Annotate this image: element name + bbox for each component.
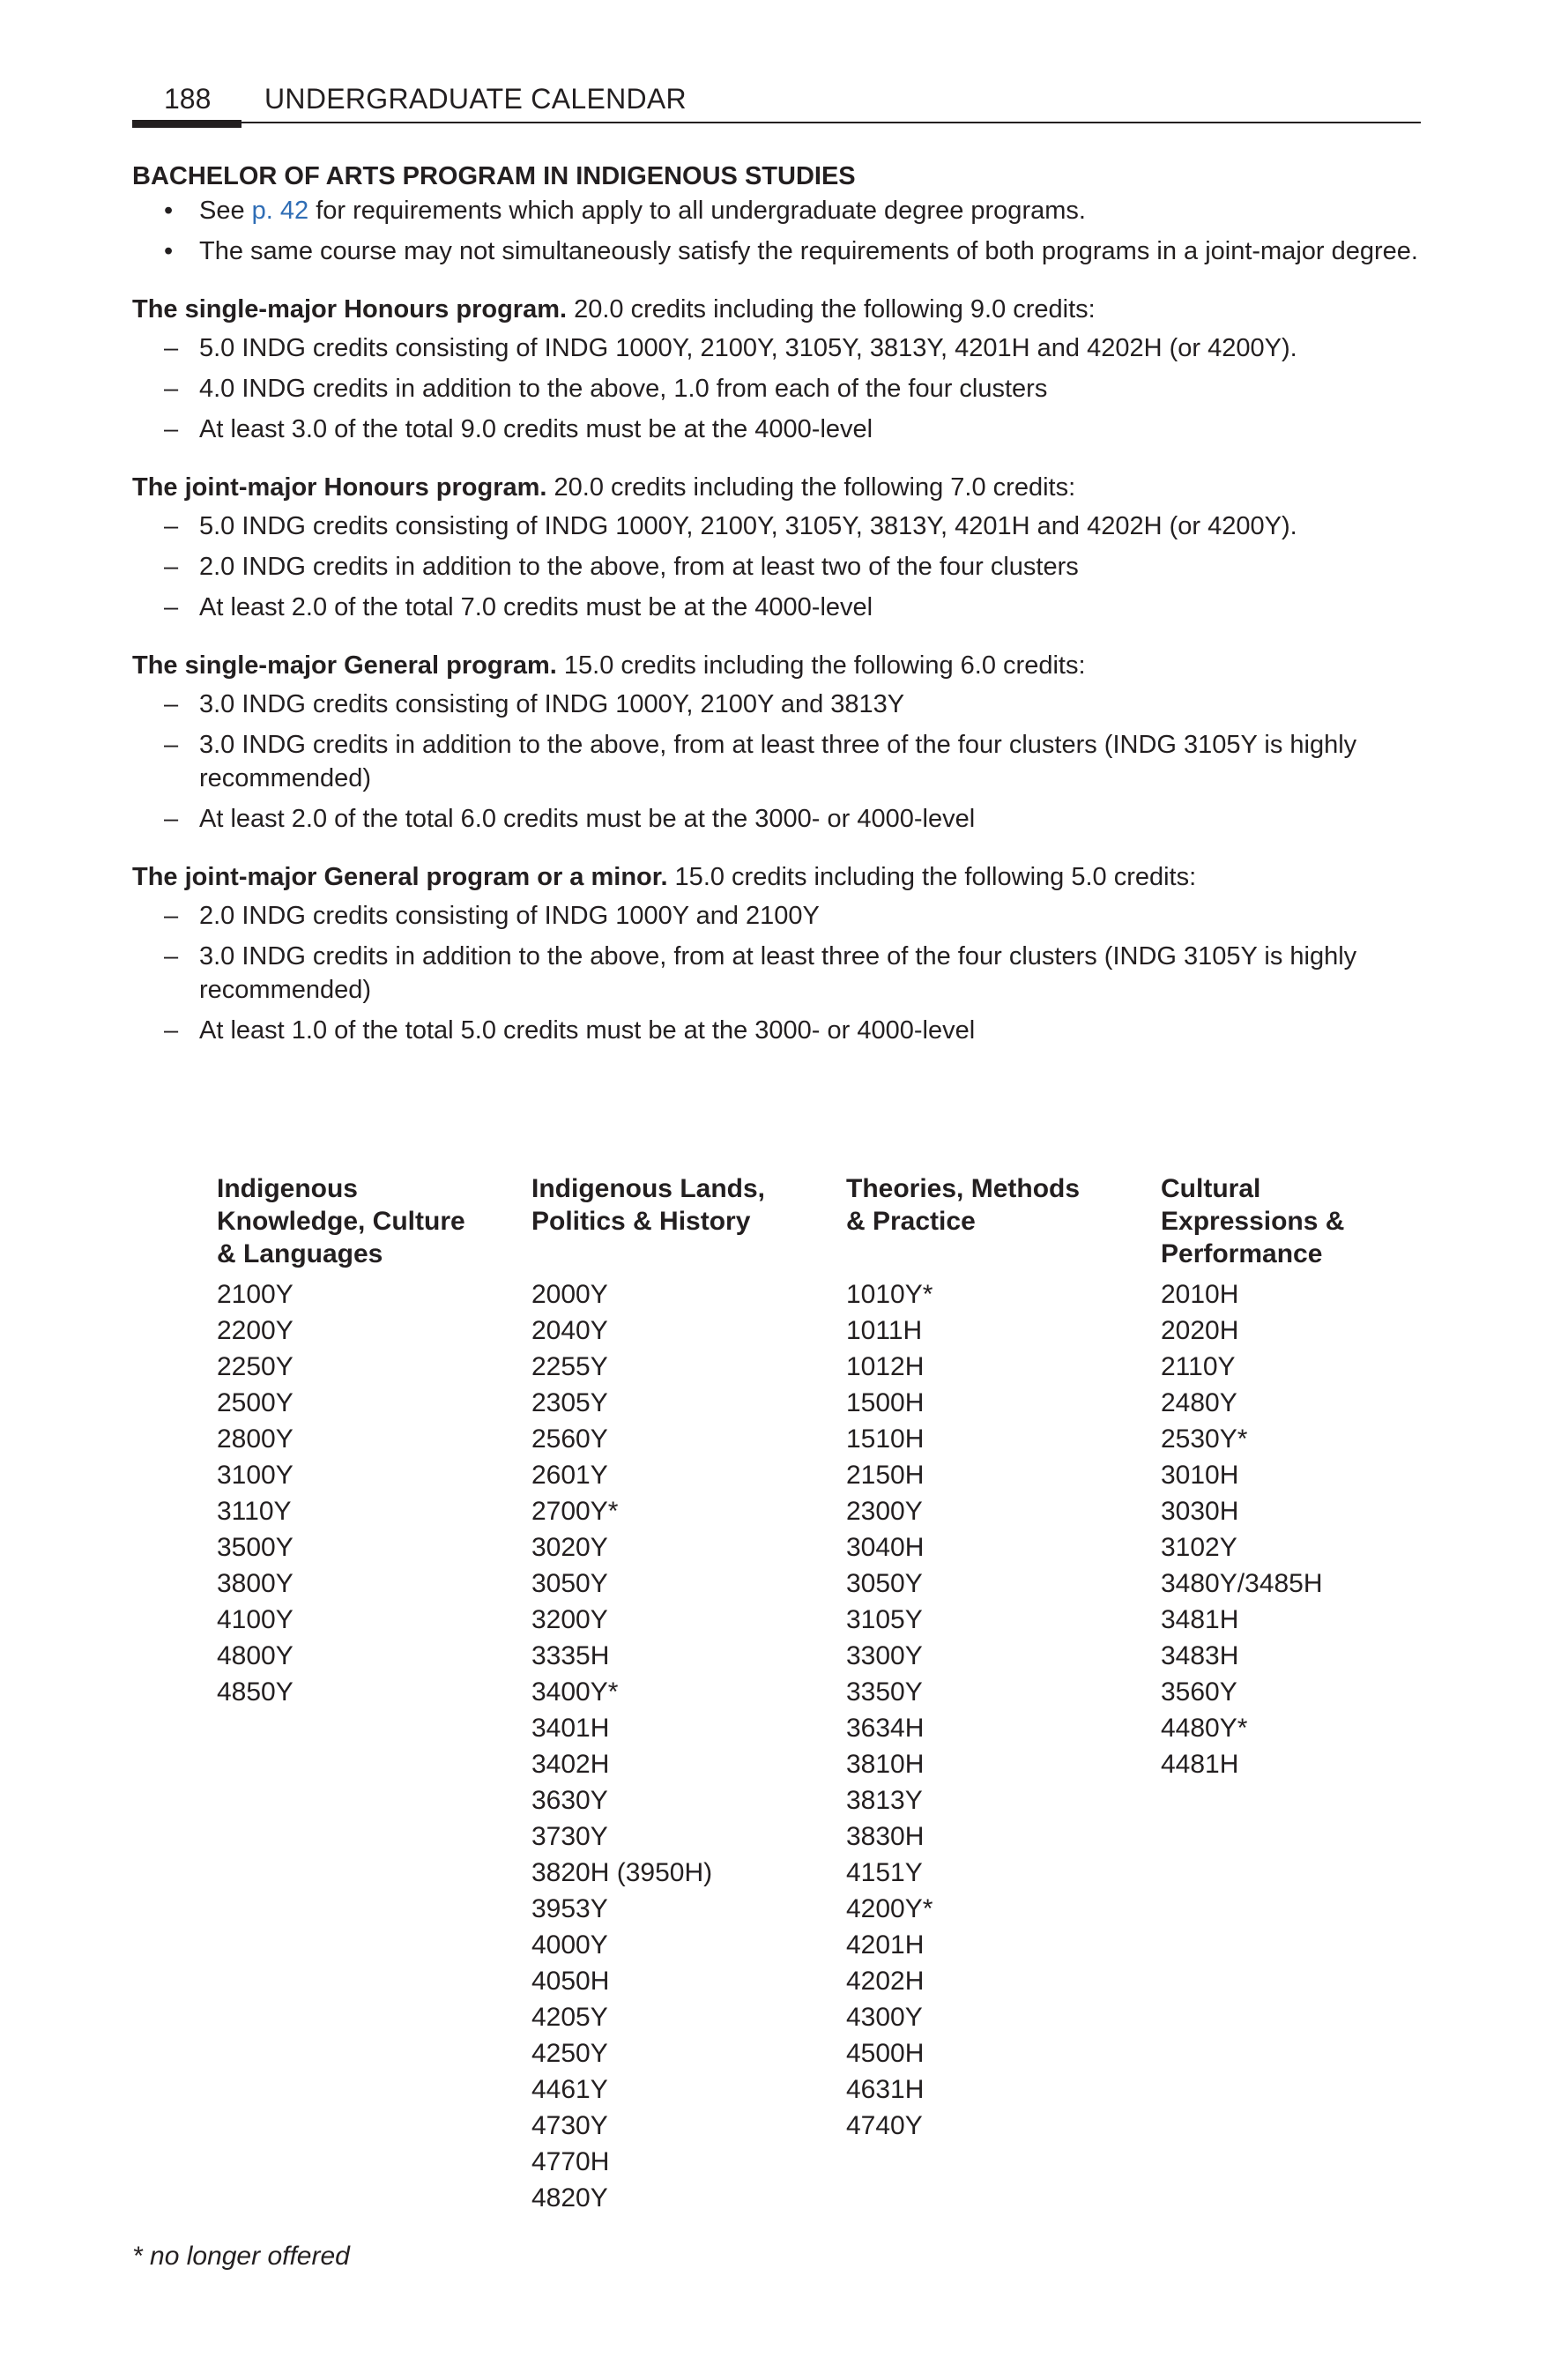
running-title: UNDERGRADUATE CALENDAR xyxy=(264,83,687,115)
requirement-items xyxy=(132,509,1428,624)
course-code: 2700Y* xyxy=(531,1497,619,1526)
requirement-item xyxy=(132,591,1428,624)
cluster-title xyxy=(531,1172,846,1276)
course-code: 3953Y xyxy=(531,1894,608,1923)
header-rule-accent xyxy=(132,120,241,128)
cluster-title-line: Performance xyxy=(1161,1239,1323,1268)
course-code: 2560Y xyxy=(531,1424,608,1454)
note-text-pre: See xyxy=(199,197,252,225)
requirement-block xyxy=(132,293,1428,446)
requirement-item xyxy=(132,728,1428,795)
course-code: 3630Y xyxy=(531,1786,608,1815)
course-code: 2020H xyxy=(1161,1316,1239,1345)
course-code: 3020Y xyxy=(531,1533,608,1562)
requirement-title-line xyxy=(132,860,1428,894)
cluster-column xyxy=(217,1172,531,2216)
course-code: 3102Y xyxy=(1161,1533,1237,1562)
requirement-item xyxy=(132,940,1428,1007)
course-code: 3800Y xyxy=(217,1569,294,1598)
dash-icon: – xyxy=(164,731,179,759)
requirement-item xyxy=(132,688,1428,721)
course-code: 2100Y xyxy=(217,1280,294,1309)
general-notes xyxy=(132,194,1428,268)
course-code: 1500H xyxy=(846,1388,925,1417)
course-code: 3634H xyxy=(846,1714,925,1743)
course-code: 2200Y xyxy=(217,1316,294,1345)
course-code: 4820Y xyxy=(531,2183,608,2213)
requirement-item-text: 5.0 INDG credits consisting of INDG 1000Y, 2100Y, 3105Y, 3813Y, 4201H and 4202H (or 4200Y). xyxy=(199,334,1297,362)
note-text-post: for requirements which apply to all undergraduate degree programs. xyxy=(308,197,1086,225)
course-code: 2800Y xyxy=(217,1424,294,1454)
course-code: 2255Y xyxy=(531,1352,608,1381)
requirement-item-text: 4.0 INDG credits in addition to the above, 1.0 from each of the four clusters xyxy=(199,375,1048,403)
page-reference-link[interactable]: p. 42 xyxy=(251,197,309,225)
course-code: 4300Y xyxy=(846,2003,923,2032)
requirement-block xyxy=(132,471,1428,624)
course-code: 2500Y xyxy=(217,1388,294,1417)
course-code: 3010H xyxy=(1161,1461,1239,1490)
course-code: 4100Y xyxy=(217,1605,294,1634)
course-code: 3560Y xyxy=(1161,1677,1237,1707)
course-code: 3830H xyxy=(846,1822,925,1851)
dash-icon: – xyxy=(164,334,179,362)
course-code: 3300Y xyxy=(846,1641,923,1670)
requirement-item xyxy=(132,331,1428,365)
course-code: 2040Y xyxy=(531,1316,608,1345)
requirement-title: The joint-major Honours program. xyxy=(132,473,547,502)
course-code: 4201H xyxy=(846,1930,925,1960)
course-code: 3335H xyxy=(531,1641,610,1670)
requirement-item xyxy=(132,509,1428,543)
dash-icon: – xyxy=(164,902,179,930)
course-code: 2480Y xyxy=(1161,1388,1237,1417)
dash-icon: – xyxy=(164,593,179,621)
course-code: 2000Y xyxy=(531,1280,608,1309)
requirement-title: The joint-major General program or a minor. xyxy=(132,863,668,891)
course-code: 4000Y xyxy=(531,1930,608,1960)
dash-icon: – xyxy=(164,512,179,540)
course-code: 4050H xyxy=(531,1967,610,1996)
requirement-items xyxy=(132,899,1428,1047)
requirement-title: The single-major Honours program. xyxy=(132,295,568,324)
requirement-block xyxy=(132,649,1428,836)
cluster-column xyxy=(1161,1172,1475,2216)
cluster-title-line: Expressions & xyxy=(1161,1207,1345,1236)
course-code: 4850Y xyxy=(217,1677,294,1707)
course-code: 4202H xyxy=(846,1967,925,1996)
cluster-title-line: Indigenous Lands, xyxy=(531,1174,766,1203)
dash-icon: – xyxy=(164,375,179,403)
course-code: 2110Y xyxy=(1161,1352,1236,1381)
requirement-item-text: 3.0 INDG credits consisting of INDG 1000Y, 2100Y and 3813Y xyxy=(199,690,905,718)
course-code: 4730Y xyxy=(531,2111,608,2140)
course-code: 3030H xyxy=(1161,1497,1239,1526)
cluster-title xyxy=(846,1172,1161,1276)
dash-icon: – xyxy=(164,553,179,581)
note-text: The same course may not simultaneously satisfy the requirements of both programs in a joint-major degree. xyxy=(199,237,1418,265)
cluster-title xyxy=(217,1172,531,1276)
course-code: 1510H xyxy=(846,1424,925,1454)
course-code: 1012H xyxy=(846,1352,925,1381)
dash-icon: – xyxy=(164,415,179,443)
requirement-item xyxy=(132,1014,1428,1047)
course-code: 4200Y* xyxy=(846,1894,933,1923)
course-code: 4151Y xyxy=(846,1858,923,1887)
bullet-icon: • xyxy=(164,237,174,265)
course-code: 3401H xyxy=(531,1714,610,1743)
footnote: * no longer offered xyxy=(132,2242,350,2271)
course-code: 2530Y* xyxy=(1161,1424,1248,1454)
requirement-title: The single-major General program. xyxy=(132,651,557,680)
requirement-item-text: 2.0 INDG credits in addition to the above, from at least two of the four clusters xyxy=(199,553,1079,581)
requirement-items xyxy=(132,688,1428,836)
note-item xyxy=(132,234,1428,268)
note-item xyxy=(132,194,1428,227)
requirement-title-line xyxy=(132,649,1428,682)
requirement-summary: 20.0 credits including the following 9.0 credits: xyxy=(567,295,1096,324)
requirement-item xyxy=(132,899,1428,933)
course-code: 2601Y xyxy=(531,1461,608,1490)
course-list xyxy=(217,1276,531,1710)
requirement-item-text: 5.0 INDG credits consisting of INDG 1000Y, 2100Y, 3105Y, 3813Y, 4201H and 4202H (or 4200Y). xyxy=(199,512,1297,540)
page-number: 188 xyxy=(164,83,212,115)
cluster-title-line: Cultural xyxy=(1161,1174,1261,1203)
course-code: 4250Y xyxy=(531,2039,608,2068)
course-code: 4481H xyxy=(1161,1750,1239,1779)
dash-icon: – xyxy=(164,805,179,833)
cluster-title-line: Knowledge, Culture xyxy=(217,1207,465,1236)
course-code: 4800Y xyxy=(217,1641,294,1670)
course-code: 4461Y xyxy=(531,2075,608,2104)
program-content xyxy=(132,159,1428,1054)
requirement-summary: 20.0 credits including the following 7.0 credits: xyxy=(546,473,1076,502)
course-code: 4500H xyxy=(846,2039,925,2068)
course-code: 4740Y xyxy=(846,2111,923,2140)
requirement-item-text: 2.0 INDG credits consisting of INDG 1000Y and 2100Y xyxy=(199,902,820,930)
cluster-column xyxy=(846,1172,1161,2216)
requirement-item xyxy=(132,372,1428,405)
requirement-title-line xyxy=(132,293,1428,326)
course-code: 3105Y xyxy=(846,1605,923,1634)
course-code: 3810H xyxy=(846,1750,925,1779)
course-code: 1010Y* xyxy=(846,1280,933,1309)
page-header xyxy=(132,81,1421,125)
requirement-block xyxy=(132,860,1428,1047)
header-rule xyxy=(132,122,1421,123)
cluster-title-line: & Practice xyxy=(846,1207,976,1236)
course-code: 3730Y xyxy=(531,1822,608,1851)
dash-icon: – xyxy=(164,1016,179,1045)
requirement-summary: 15.0 credits including the following 5.0 credits: xyxy=(667,863,1197,891)
course-code: 2300Y xyxy=(846,1497,923,1526)
requirement-item xyxy=(132,550,1428,584)
requirement-items xyxy=(132,331,1428,446)
cluster-title-line: Theories, Methods xyxy=(846,1174,1081,1203)
course-code: 3400Y* xyxy=(531,1677,619,1707)
requirement-item-text: At least 1.0 of the total 5.0 credits must be at the 3000- or 4000-level xyxy=(199,1016,976,1045)
course-code: 3480Y/3485H xyxy=(1161,1569,1323,1598)
course-code: 4631H xyxy=(846,2075,925,2104)
requirement-title-line xyxy=(132,471,1428,504)
cluster-title xyxy=(1161,1172,1475,1276)
course-list xyxy=(531,1276,846,2216)
cluster-column xyxy=(531,1172,846,2216)
course-code: 3483H xyxy=(1161,1641,1239,1670)
course-code: 3402H xyxy=(531,1750,610,1779)
requirement-summary: 15.0 credits including the following 6.0 credits: xyxy=(556,651,1086,680)
cluster-title-line: Politics & History xyxy=(531,1207,751,1236)
course-code: 1011H xyxy=(846,1316,923,1345)
course-list xyxy=(1161,1276,1475,1782)
requirement-item-text: 3.0 INDG credits in addition to the above, from at least three of the four clusters (INDG 3105Y is highly recommended) xyxy=(199,942,1357,1004)
requirements-list xyxy=(132,293,1428,1047)
course-code: 3050Y xyxy=(846,1569,923,1598)
requirement-item-text: At least 2.0 of the total 7.0 credits must be at the 4000-level xyxy=(199,593,873,621)
cluster-title-line: Indigenous xyxy=(217,1174,358,1203)
requirement-item-text: At least 2.0 of the total 6.0 credits must be at the 3000- or 4000-level xyxy=(199,805,976,833)
dash-icon: – xyxy=(164,690,179,718)
course-code: 3050Y xyxy=(531,1569,608,1598)
requirement-item-text: 3.0 INDG credits in addition to the above, from at least three of the four clusters (INDG 3105Y is highly recommended) xyxy=(199,731,1357,792)
course-code: 2305Y xyxy=(531,1388,608,1417)
requirement-item-text: At least 3.0 of the total 9.0 credits must be at the 4000-level xyxy=(199,415,873,443)
bullet-icon: • xyxy=(164,197,174,225)
course-code: 3813Y xyxy=(846,1786,923,1815)
course-code: 3040H xyxy=(846,1533,925,1562)
course-code: 3200Y xyxy=(531,1605,608,1634)
course-code: 3110Y xyxy=(217,1497,292,1526)
course-code: 4205Y xyxy=(531,2003,608,2032)
course-code: 4770H xyxy=(531,2147,610,2176)
cluster-title-line: & Languages xyxy=(217,1239,383,1268)
course-code: 3100Y xyxy=(217,1461,294,1490)
course-code: 2010H xyxy=(1161,1280,1239,1309)
course-code: 3820H (3950H) xyxy=(531,1858,713,1887)
course-code: 3500Y xyxy=(217,1533,294,1562)
course-code: 3350Y xyxy=(846,1677,923,1707)
course-code: 2250Y xyxy=(217,1352,294,1381)
course-code: 3481H xyxy=(1161,1605,1239,1634)
course-code: 2150H xyxy=(846,1461,925,1490)
course-list xyxy=(846,1276,1161,2144)
course-clusters-table xyxy=(217,1172,1389,2216)
dash-icon: – xyxy=(164,942,179,971)
requirement-item xyxy=(132,413,1428,446)
course-code: 4480Y* xyxy=(1161,1714,1248,1743)
program-heading: BACHELOR OF ARTS PROGRAM IN INDIGENOUS STUDIES xyxy=(132,162,856,190)
requirement-item xyxy=(132,802,1428,836)
